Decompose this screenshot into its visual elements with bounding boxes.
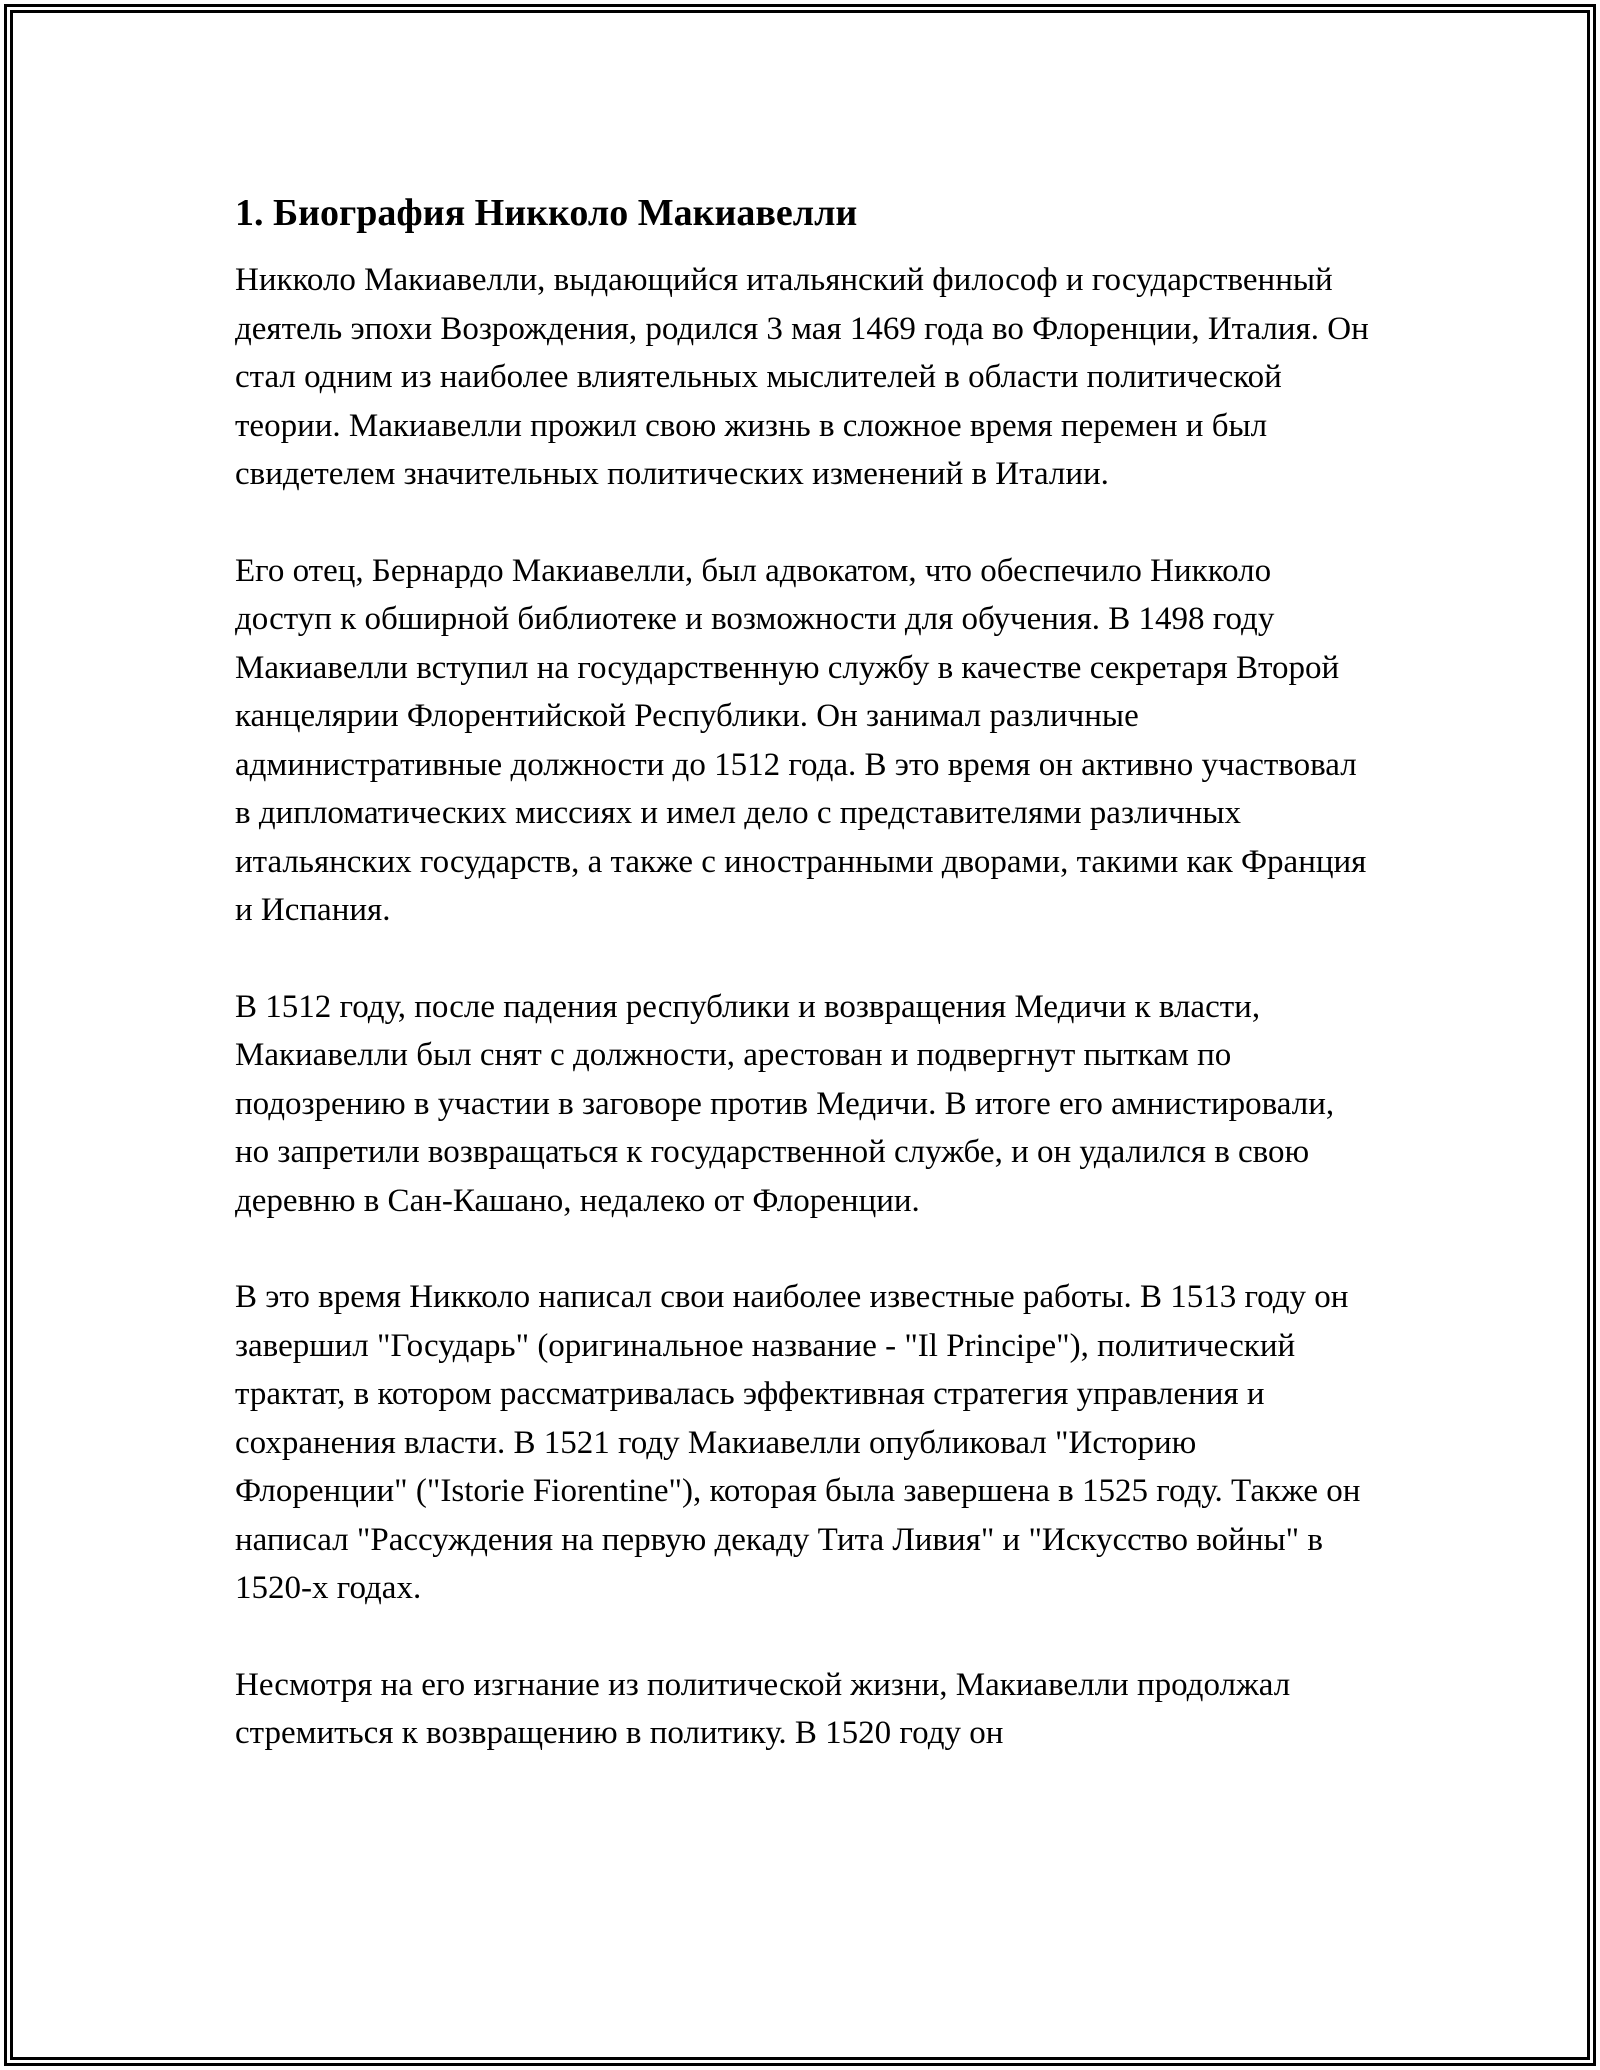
paragraph-4: В это время Никколо написал свои наиболее известные работы. В 1513 году он завершил "Государь" (оригинальное название - "Il Principe"), политический трактат, в котором рассматривалась эффективная стратегия управления и сохранения власти. В 1521 году Макиавелли опубликовал "Историю Флоренции" ("Istorie Fiorentine"), которая была завершена в 1525 году. Также он написал "Рассуждения на первую декаду Тита Ливия" и "Искусство войны" в 1520-х годах.: [235, 1279, 1361, 1606]
paragraph-3: В 1512 году, после падения республики и возвращения Медичи к власти, Макиавелли был снят с должности, арестован и подвергнут пыткам по подозрению в участии в заговоре против Медичи. В итоге его амнистировали, но запретили возвращаться к государственной службе, и он удалился в свою деревню в Сан-Кашано, недалеко от Флоренции.: [235, 988, 1335, 1219]
document-body: [235, 185, 1375, 1758]
paragraph-5: Несмотря на его изгнание из политической жизни, Макиавелли продолжал стремиться к возвращению в политику. В 1520 году он: [235, 1666, 1291, 1751]
section-title: 1. Биография Никколо Макиавелли: [235, 192, 858, 234]
paragraph-2: Его отец, Бернардо Макиавелли, был адвокатом, что обеспечило Никколо доступ к обширной библиотеке и возможности для обучения. В 1498 году Макиавелли вступил на государственную службу в качестве секретаря Второй канцелярии Флорентийской Республики. Он занимал различные административные должности до 1512 года. В это время он активно участвовал в дипломатических миссиях и имел дело с представителями различных итальянских государств, а также с иностранными дворами, такими как Франция и Испания.: [235, 552, 1367, 928]
paragraph-1: Никколо Макиавелли, выдающийся итальянский философ и государственный деятель эпохи Возрождения, родился 3 мая 1469 года во Флоренции, Италия. Он стал одним из наиболее влиятельных мыслителей в области политической теории. Макиавелли прожил свою жизнь в сложное время перемен и был свидетелем значительных политических изменений в Италии.: [235, 262, 1369, 492]
